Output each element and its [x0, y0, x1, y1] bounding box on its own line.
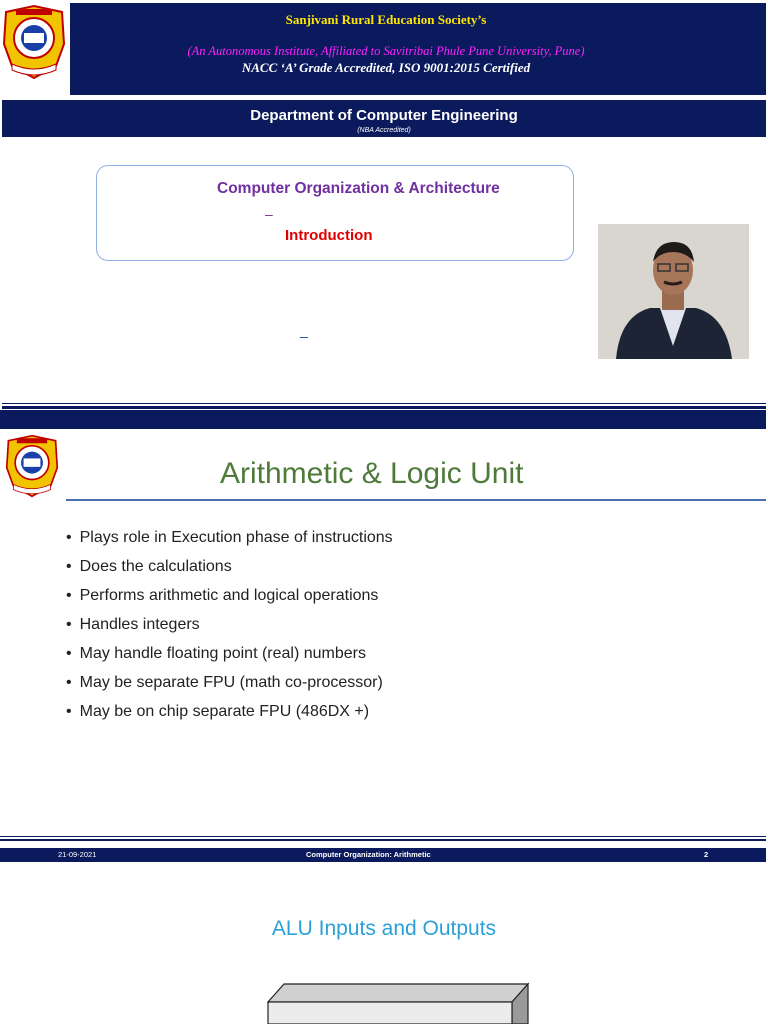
list-item: • Handles integers	[66, 610, 726, 639]
footer-subject: Computer Organization: Arithmetic	[306, 850, 431, 859]
slide-3	[0, 862, 768, 1024]
alu-block-icon	[262, 982, 532, 1024]
alu-block-diagram	[262, 982, 532, 1024]
topic-title: Introduction	[285, 227, 373, 244]
presenter-photo	[598, 224, 749, 359]
title-dash: –	[265, 206, 273, 222]
department-bar	[2, 100, 766, 137]
college-logo	[2, 4, 66, 80]
college-logo-icon	[2, 434, 62, 498]
list-item: • May handle floating point (real) numbers	[66, 639, 726, 668]
list-item: • Performs arithmetic and logical operations	[66, 581, 726, 610]
underscore-mark: _	[300, 322, 308, 338]
list-item: • Does the calculations	[66, 552, 726, 581]
slide-2	[0, 410, 768, 862]
college-logo-icon	[2, 4, 66, 80]
slide2-footer-line-thin	[0, 836, 766, 837]
nba-accredited: (NBA Accredited)	[357, 127, 411, 134]
affiliation-text: (An Autonomous Institute, Affiliated to Savitribai Phule Pune University, Pune)	[187, 44, 585, 58]
slide1-divider-thick	[2, 406, 766, 409]
society-name: Sanjivani Rural Education Society’s	[285, 12, 487, 27]
course-title: Computer Organization & Architecture	[217, 180, 500, 197]
slide2-footer-bar	[0, 848, 766, 862]
footer-page-number: 2	[704, 850, 709, 859]
slide-1	[0, 0, 768, 410]
institute-banner	[70, 3, 766, 95]
list-item: • May be on chip separate FPU (486DX +)	[66, 697, 726, 726]
slide3-title: ALU Inputs and Outputs	[271, 917, 497, 940]
slide2-title: Arithmetic & Logic Unit	[220, 457, 524, 490]
slide2-title-underline	[66, 499, 766, 501]
title-box	[96, 165, 574, 261]
list-item: • May be separate FPU (math co-processor)	[66, 668, 726, 697]
accreditation-text: NACC ‘A’ Grade Accredited, ISO 9001:2015 Certified	[241, 60, 531, 75]
slide2-top-bar	[0, 410, 766, 429]
footer-date: 21-09-2021	[58, 850, 97, 859]
list-item: • Plays role in Execution phase of instructions	[66, 523, 726, 552]
presenter-photo-icon	[598, 224, 749, 359]
bullet-list	[66, 523, 726, 726]
slide2-footer-line	[0, 839, 766, 841]
department-name: Department of Computer Engineering	[250, 107, 518, 124]
slide2-logo	[2, 434, 62, 498]
slide1-divider-thin	[2, 403, 766, 404]
